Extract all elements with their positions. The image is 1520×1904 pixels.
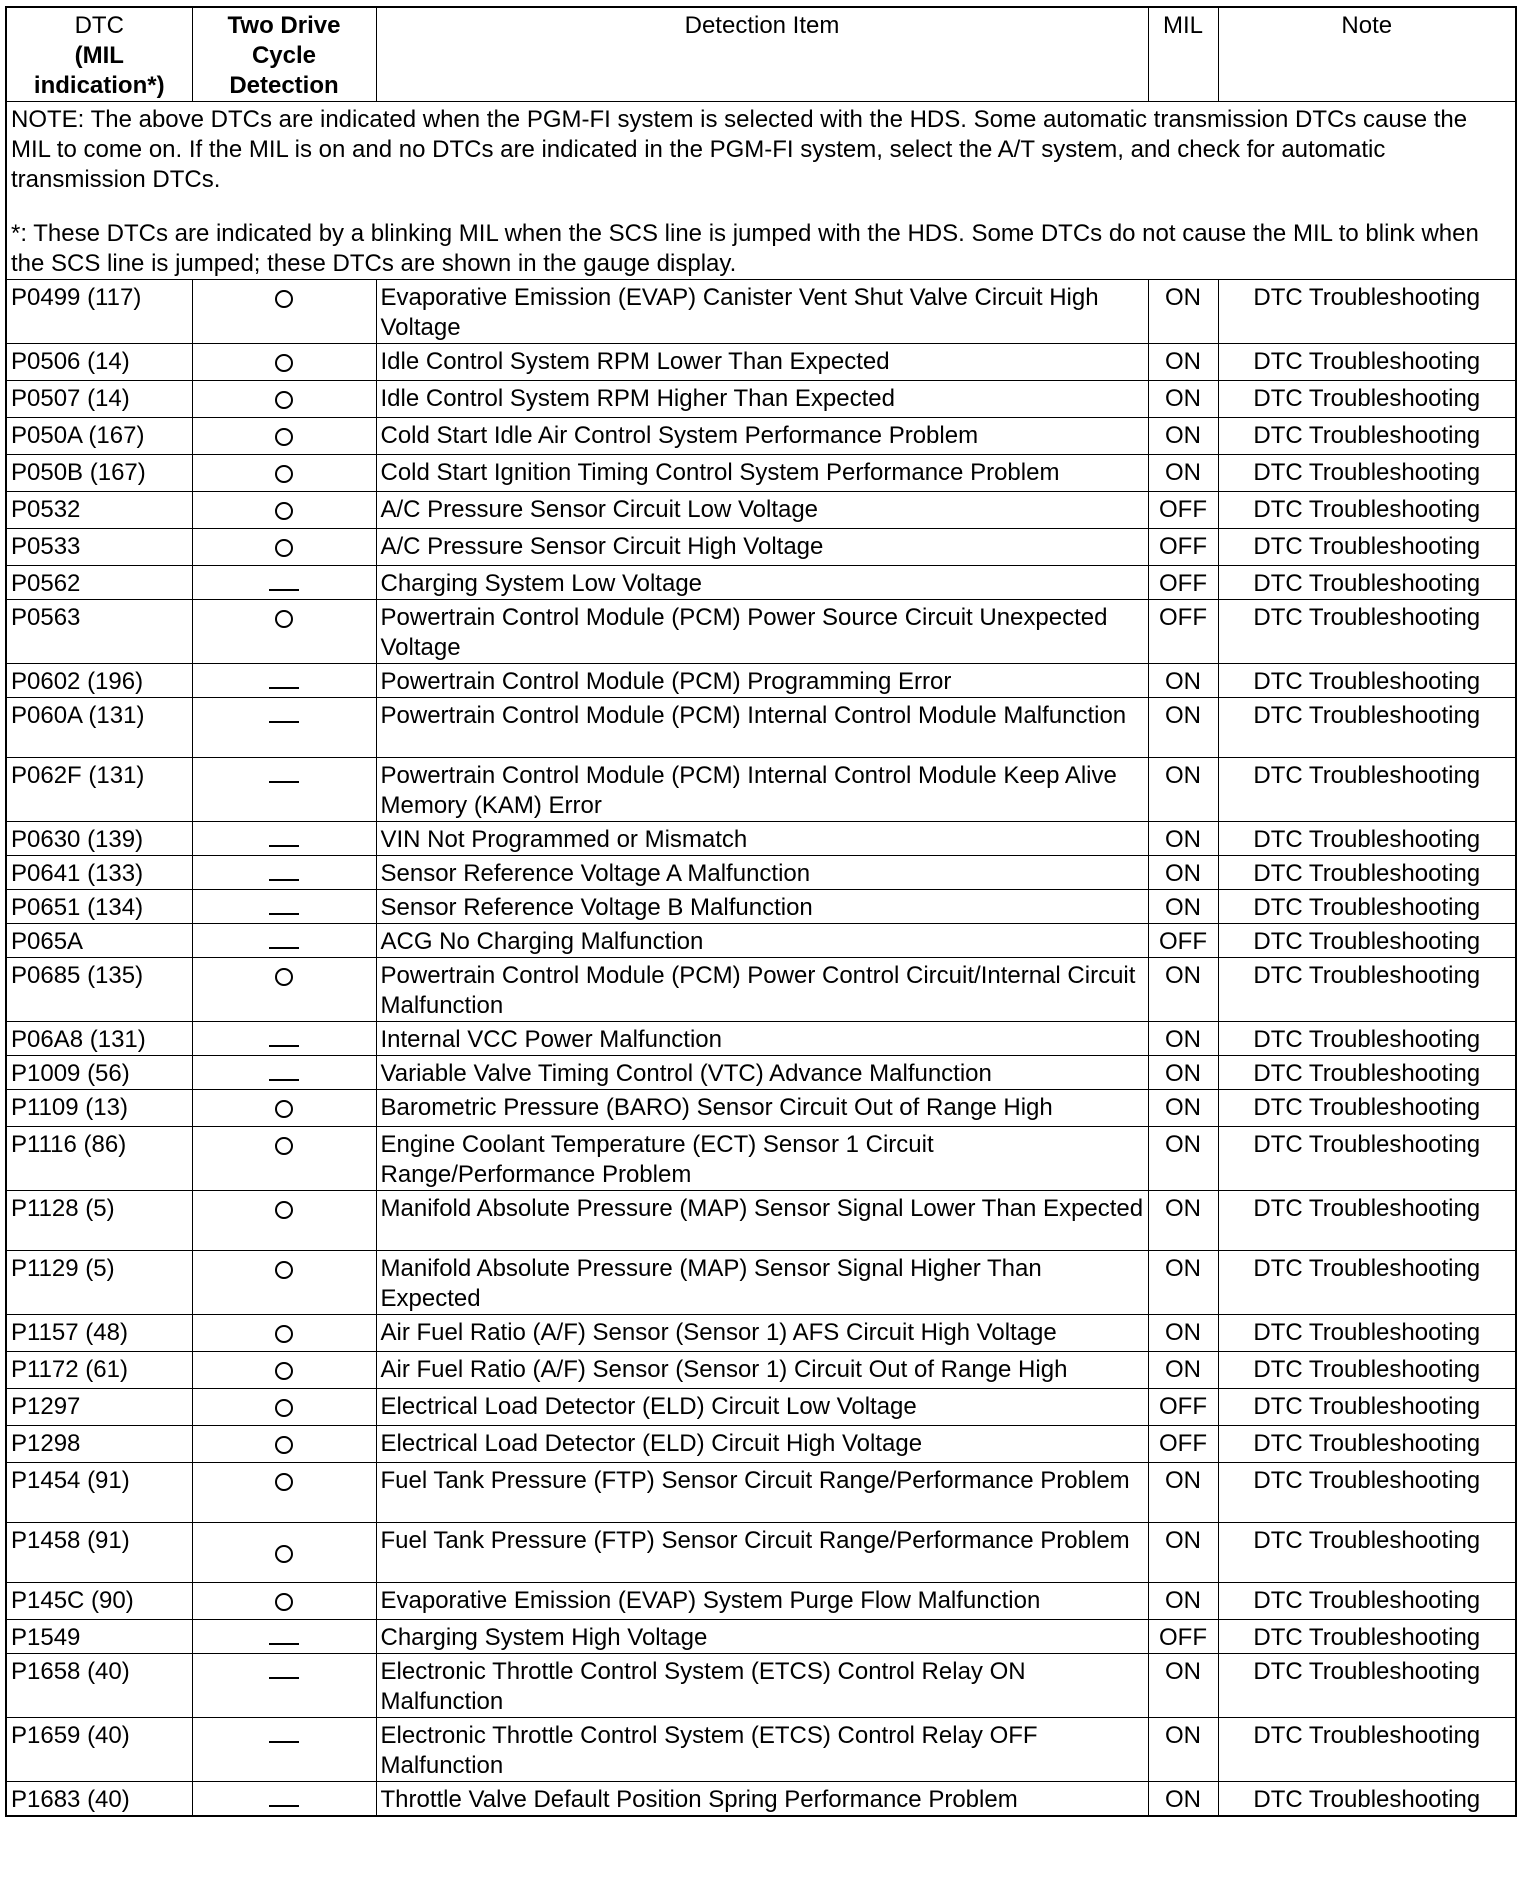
- note-cell: DTC Troubleshooting: [1218, 1426, 1516, 1463]
- table-row: [6, 1782, 1516, 1817]
- note-cell: DTC Troubleshooting: [1218, 1315, 1516, 1352]
- two-drive-cycle-cell: [192, 856, 376, 890]
- mil-status-cell: OFF: [1148, 566, 1218, 600]
- header-dtc-line2: (MIL: [74, 42, 124, 69]
- two-drive-cycle-cell: [192, 381, 376, 418]
- dtc-code-cell: P0563: [6, 600, 192, 664]
- detection-item-cell: Internal VCC Power Malfunction: [376, 1022, 1148, 1056]
- note-cell: DTC Troubleshooting: [1218, 1654, 1516, 1718]
- two-drive-cycle-cell: [192, 1315, 376, 1352]
- detection-item-cell: Idle Control System RPM Higher Than Expected: [376, 381, 1148, 418]
- two-drive-cycle-cell: [192, 958, 376, 1022]
- two-drive-cycle-cell: [192, 566, 376, 600]
- table-row: [6, 1620, 1516, 1654]
- note-cell: DTC Troubleshooting: [1218, 1389, 1516, 1426]
- table-header-row: [6, 7, 1516, 102]
- dtc-code-cell: P060A (131): [6, 698, 192, 758]
- circle-mark-icon: [275, 465, 293, 483]
- two-drive-cycle-cell: [192, 698, 376, 758]
- circle-mark-icon: [275, 1362, 293, 1380]
- header-dtc-line1: DTC: [74, 12, 124, 39]
- note-cell: DTC Troubleshooting: [1218, 664, 1516, 698]
- mil-status-cell: ON: [1148, 822, 1218, 856]
- detection-item-cell: Powertrain Control Module (PCM) Internal Control Module Keep Alive Memory (KAM) Error: [376, 758, 1148, 822]
- circle-mark-icon: [275, 968, 293, 986]
- circle-mark-icon: [275, 502, 293, 520]
- two-drive-cycle-cell: [192, 529, 376, 566]
- mil-status-cell: ON: [1148, 280, 1218, 344]
- note-cell: DTC Troubleshooting: [1218, 1718, 1516, 1782]
- table-row: [6, 890, 1516, 924]
- table-row: [6, 958, 1516, 1022]
- mil-status-cell: OFF: [1148, 1620, 1218, 1654]
- dtc-code-cell: P0651 (134): [6, 890, 192, 924]
- note-paragraph-scs: *: These DTCs are indicated by a blinking MIL when the SCS line is jumped with the HDS. Some DTCs do not cause the MIL to blink when the SCS line is jumped; these DTCs are shown in the gauge display.: [11, 220, 1479, 277]
- note-cell: DTC Troubleshooting: [1218, 280, 1516, 344]
- two-drive-cycle-cell: [192, 1389, 376, 1426]
- header-note: Note: [1218, 7, 1516, 102]
- mil-status-cell: OFF: [1148, 1389, 1218, 1426]
- detection-item-cell: Air Fuel Ratio (A/F) Sensor (Sensor 1) AFS Circuit High Voltage: [376, 1315, 1148, 1352]
- dash-mark-icon: [269, 687, 299, 689]
- mil-status-cell: ON: [1148, 958, 1218, 1022]
- circle-mark-icon: [275, 1100, 293, 1118]
- dtc-code-cell: P0562: [6, 566, 192, 600]
- dtc-code-cell: P0532: [6, 492, 192, 529]
- dtc-code-cell: P1128 (5): [6, 1191, 192, 1251]
- mil-status-cell: OFF: [1148, 492, 1218, 529]
- note-cell: DTC Troubleshooting: [1218, 1523, 1516, 1583]
- table-row: [6, 1022, 1516, 1056]
- dtc-code-cell: P0630 (139): [6, 822, 192, 856]
- circle-mark-icon: [275, 1436, 293, 1454]
- mil-status-cell: ON: [1148, 1523, 1218, 1583]
- note-cell: DTC Troubleshooting: [1218, 381, 1516, 418]
- two-drive-cycle-cell: [192, 1718, 376, 1782]
- two-drive-cycle-cell: [192, 1191, 376, 1251]
- two-drive-cycle-cell: [192, 1426, 376, 1463]
- table-row: [6, 418, 1516, 455]
- two-drive-cycle-cell: [192, 1056, 376, 1090]
- table-row: [6, 1251, 1516, 1315]
- circle-mark-icon: [275, 1261, 293, 1279]
- note-cell: DTC Troubleshooting: [1218, 924, 1516, 958]
- detection-item-cell: Cold Start Idle Air Control System Performance Problem: [376, 418, 1148, 455]
- dtc-table-body: [6, 280, 1516, 1817]
- mil-status-cell: ON: [1148, 698, 1218, 758]
- dash-mark-icon: [269, 947, 299, 949]
- table-row: [6, 758, 1516, 822]
- note-cell: DTC Troubleshooting: [1218, 856, 1516, 890]
- dtc-code-cell: P1109 (13): [6, 1090, 192, 1127]
- mil-status-cell: OFF: [1148, 529, 1218, 566]
- note-cell: DTC Troubleshooting: [1218, 1191, 1516, 1251]
- note-cell: DTC Troubleshooting: [1218, 1127, 1516, 1191]
- detection-item-cell: Charging System Low Voltage: [376, 566, 1148, 600]
- table-row: [6, 1463, 1516, 1523]
- two-drive-cycle-cell: [192, 1583, 376, 1620]
- circle-mark-icon: [275, 1545, 293, 1563]
- header-tdc-line3: Detection: [229, 72, 339, 99]
- two-drive-cycle-cell: [192, 418, 376, 455]
- note-cell: DTC Troubleshooting: [1218, 890, 1516, 924]
- table-row: [6, 600, 1516, 664]
- dash-mark-icon: [269, 879, 299, 881]
- note-cell: DTC Troubleshooting: [1218, 698, 1516, 758]
- table-row: [6, 381, 1516, 418]
- dtc-code-cell: P0506 (14): [6, 344, 192, 381]
- two-drive-cycle-cell: [192, 1620, 376, 1654]
- table-row: [6, 1583, 1516, 1620]
- dtc-code-cell: P050B (167): [6, 455, 192, 492]
- two-drive-cycle-cell: [192, 1782, 376, 1817]
- note-cell: DTC Troubleshooting: [1218, 1090, 1516, 1127]
- table-row: [6, 1191, 1516, 1251]
- dtc-code-cell: P1458 (91): [6, 1523, 192, 1583]
- circle-mark-icon: [275, 428, 293, 446]
- mil-status-cell: ON: [1148, 1583, 1218, 1620]
- dtc-code-cell: P0533: [6, 529, 192, 566]
- table-row: [6, 822, 1516, 856]
- dtc-code-cell: P0507 (14): [6, 381, 192, 418]
- mil-status-cell: ON: [1148, 1056, 1218, 1090]
- dash-mark-icon: [269, 781, 299, 783]
- note-paragraph-hds: NOTE: The above DTCs are indicated when the PGM-FI system is selected with the HDS. Some automatic transmission DTCs cause the MIL to come on. If the MIL is on and no DTCs are indicated in the PGM-FI system, select the A/T system, and check for automatic transmission DTCs.: [11, 106, 1468, 193]
- detection-item-cell: Barometric Pressure (BARO) Sensor Circuit Out of Range High: [376, 1090, 1148, 1127]
- two-drive-cycle-cell: [192, 600, 376, 664]
- table-row: [6, 492, 1516, 529]
- detection-item-cell: Sensor Reference Voltage B Malfunction: [376, 890, 1148, 924]
- dash-mark-icon: [269, 845, 299, 847]
- dtc-code-cell: P1157 (48): [6, 1315, 192, 1352]
- note-cell: DTC Troubleshooting: [1218, 455, 1516, 492]
- note-cell: DTC Troubleshooting: [1218, 1056, 1516, 1090]
- mil-status-cell: ON: [1148, 1251, 1218, 1315]
- mil-status-cell: ON: [1148, 418, 1218, 455]
- dtc-code-cell: P050A (167): [6, 418, 192, 455]
- table-row: [6, 1389, 1516, 1426]
- mil-status-cell: ON: [1148, 1654, 1218, 1718]
- detection-item-cell: Cold Start Ignition Timing Control System Performance Problem: [376, 455, 1148, 492]
- detection-item-cell: ACG No Charging Malfunction: [376, 924, 1148, 958]
- table-row: [6, 924, 1516, 958]
- mil-status-cell: ON: [1148, 890, 1218, 924]
- dtc-code-cell: P065A: [6, 924, 192, 958]
- detection-item-cell: Fuel Tank Pressure (FTP) Sensor Circuit Range/Performance Problem: [376, 1523, 1148, 1583]
- note-cell: DTC Troubleshooting: [1218, 1463, 1516, 1523]
- dtc-code-cell: P1129 (5): [6, 1251, 192, 1315]
- dtc-code-cell: P06A8 (131): [6, 1022, 192, 1056]
- dtc-code-cell: P0499 (117): [6, 280, 192, 344]
- table-row: [6, 698, 1516, 758]
- detection-item-cell: Powertrain Control Module (PCM) Power Control Circuit/Internal Circuit Malfunction: [376, 958, 1148, 1022]
- dtc-code-cell: P1549: [6, 1620, 192, 1654]
- two-drive-cycle-cell: [192, 492, 376, 529]
- table-row: [6, 1127, 1516, 1191]
- table-row: [6, 1654, 1516, 1718]
- note-cell: DTC Troubleshooting: [1218, 1620, 1516, 1654]
- dtc-code-cell: P1658 (40): [6, 1654, 192, 1718]
- dash-mark-icon: [269, 1805, 299, 1807]
- two-drive-cycle-cell: [192, 1127, 376, 1191]
- dash-mark-icon: [269, 1741, 299, 1743]
- mil-status-cell: OFF: [1148, 1426, 1218, 1463]
- table-row: [6, 344, 1516, 381]
- note-cell: DTC Troubleshooting: [1218, 758, 1516, 822]
- detection-item-cell: Electrical Load Detector (ELD) Circuit Low Voltage: [376, 1389, 1148, 1426]
- two-drive-cycle-cell: [192, 455, 376, 492]
- mil-status-cell: ON: [1148, 758, 1218, 822]
- detection-item-cell: Sensor Reference Voltage A Malfunction: [376, 856, 1148, 890]
- detection-item-cell: Fuel Tank Pressure (FTP) Sensor Circuit Range/Performance Problem: [376, 1463, 1148, 1523]
- detection-item-cell: Variable Valve Timing Control (VTC) Advance Malfunction: [376, 1056, 1148, 1090]
- mil-status-cell: ON: [1148, 1315, 1218, 1352]
- dtc-code-cell: P062F (131): [6, 758, 192, 822]
- detection-item-cell: Electronic Throttle Control System (ETCS) Control Relay ON Malfunction: [376, 1654, 1148, 1718]
- mil-status-cell: ON: [1148, 1022, 1218, 1056]
- dash-mark-icon: [269, 589, 299, 591]
- two-drive-cycle-cell: [192, 280, 376, 344]
- table-row: [6, 1523, 1516, 1583]
- dash-mark-icon: [269, 1079, 299, 1081]
- mil-status-cell: ON: [1148, 344, 1218, 381]
- two-drive-cycle-cell: [192, 1523, 376, 1583]
- circle-mark-icon: [275, 1593, 293, 1611]
- table-row: [6, 1090, 1516, 1127]
- two-drive-cycle-cell: [192, 890, 376, 924]
- mil-status-cell: ON: [1148, 381, 1218, 418]
- table-row: [6, 1352, 1516, 1389]
- dtc-code-cell: P0641 (133): [6, 856, 192, 890]
- header-dtc-line3: indication*): [33, 72, 165, 99]
- mil-status-cell: ON: [1148, 1463, 1218, 1523]
- note-cell: DTC Troubleshooting: [1218, 600, 1516, 664]
- table-row: [6, 1426, 1516, 1463]
- two-drive-cycle-cell: [192, 1463, 376, 1523]
- dtc-code-cell: P1172 (61): [6, 1352, 192, 1389]
- circle-mark-icon: [275, 391, 293, 409]
- mil-status-cell: ON: [1148, 664, 1218, 698]
- note-cell: DTC Troubleshooting: [1218, 1782, 1516, 1817]
- note-cell: DTC Troubleshooting: [1218, 344, 1516, 381]
- detection-item-cell: Powertrain Control Module (PCM) Programming Error: [376, 664, 1148, 698]
- mil-status-cell: ON: [1148, 1090, 1218, 1127]
- table-row: [6, 1056, 1516, 1090]
- detection-item-cell: A/C Pressure Sensor Circuit Low Voltage: [376, 492, 1148, 529]
- mil-status-cell: ON: [1148, 856, 1218, 890]
- detection-item-cell: Electronic Throttle Control System (ETCS) Control Relay OFF Malfunction: [376, 1718, 1148, 1782]
- circle-mark-icon: [275, 539, 293, 557]
- table-row: [6, 455, 1516, 492]
- mil-status-cell: ON: [1148, 455, 1218, 492]
- detection-item-cell: Idle Control System RPM Lower Than Expected: [376, 344, 1148, 381]
- two-drive-cycle-cell: [192, 1352, 376, 1389]
- table-row: [6, 664, 1516, 698]
- detection-item-cell: A/C Pressure Sensor Circuit High Voltage: [376, 529, 1148, 566]
- dtc-code-cell: P1683 (40): [6, 1782, 192, 1817]
- mil-status-cell: ON: [1148, 1782, 1218, 1817]
- two-drive-cycle-cell: [192, 822, 376, 856]
- two-drive-cycle-cell: [192, 924, 376, 958]
- detection-item-cell: Powertrain Control Module (PCM) Internal Control Module Malfunction: [376, 698, 1148, 758]
- dtc-code-cell: P0602 (196): [6, 664, 192, 698]
- mil-status-cell: ON: [1148, 1718, 1218, 1782]
- dash-mark-icon: [269, 913, 299, 915]
- header-dtc: [6, 7, 192, 102]
- header-mil: MIL: [1148, 7, 1218, 102]
- circle-mark-icon: [275, 1201, 293, 1219]
- note-cell: DTC Troubleshooting: [1218, 1352, 1516, 1389]
- header-tdc-line2: Cycle: [251, 42, 317, 69]
- circle-mark-icon: [275, 610, 293, 628]
- table-row: [6, 566, 1516, 600]
- note-cell: DTC Troubleshooting: [1218, 958, 1516, 1022]
- two-drive-cycle-cell: [192, 758, 376, 822]
- detection-item-cell: Engine Coolant Temperature (ECT) Sensor 1 Circuit Range/Performance Problem: [376, 1127, 1148, 1191]
- dash-mark-icon: [269, 1643, 299, 1645]
- dtc-code-cell: P1298: [6, 1426, 192, 1463]
- table-row: [6, 1315, 1516, 1352]
- header-two-drive-cycle: [192, 7, 376, 102]
- mil-status-cell: ON: [1148, 1127, 1218, 1191]
- table-row: [6, 280, 1516, 344]
- circle-mark-icon: [275, 1399, 293, 1417]
- dtc-code-cell: P1454 (91): [6, 1463, 192, 1523]
- circle-mark-icon: [275, 1473, 293, 1491]
- dash-mark-icon: [269, 1045, 299, 1047]
- circle-mark-icon: [275, 1137, 293, 1155]
- notes-row: [6, 102, 1516, 280]
- note-cell: DTC Troubleshooting: [1218, 822, 1516, 856]
- dtc-code-cell: P1659 (40): [6, 1718, 192, 1782]
- note-cell: DTC Troubleshooting: [1218, 418, 1516, 455]
- dtc-code-cell: P0685 (135): [6, 958, 192, 1022]
- table-row: [6, 529, 1516, 566]
- detection-item-cell: VIN Not Programmed or Mismatch: [376, 822, 1148, 856]
- note-cell: DTC Troubleshooting: [1218, 492, 1516, 529]
- mil-status-cell: OFF: [1148, 600, 1218, 664]
- detection-item-cell: Powertrain Control Module (PCM) Power Source Circuit Unexpected Voltage: [376, 600, 1148, 664]
- note-cell: DTC Troubleshooting: [1218, 529, 1516, 566]
- mil-status-cell: ON: [1148, 1352, 1218, 1389]
- detection-item-cell: Manifold Absolute Pressure (MAP) Sensor Signal Lower Than Expected: [376, 1191, 1148, 1251]
- circle-mark-icon: [275, 1325, 293, 1343]
- mil-status-cell: ON: [1148, 1191, 1218, 1251]
- dtc-table: [5, 6, 1517, 1817]
- dtc-code-cell: P1116 (86): [6, 1127, 192, 1191]
- detection-item-cell: Throttle Valve Default Position Spring Performance Problem: [376, 1782, 1148, 1817]
- mil-status-cell: OFF: [1148, 924, 1218, 958]
- detection-item-cell: Electrical Load Detector (ELD) Circuit High Voltage: [376, 1426, 1148, 1463]
- circle-mark-icon: [275, 290, 293, 308]
- table-row: [6, 856, 1516, 890]
- note-cell: DTC Troubleshooting: [1218, 566, 1516, 600]
- two-drive-cycle-cell: [192, 1251, 376, 1315]
- detection-item-cell: Charging System High Voltage: [376, 1620, 1148, 1654]
- note-cell: DTC Troubleshooting: [1218, 1583, 1516, 1620]
- dtc-code-cell: P1009 (56): [6, 1056, 192, 1090]
- two-drive-cycle-cell: [192, 1090, 376, 1127]
- dash-mark-icon: [269, 1677, 299, 1679]
- detection-item-cell: Evaporative Emission (EVAP) Canister Vent Shut Valve Circuit High Voltage: [376, 280, 1148, 344]
- table-row: [6, 1718, 1516, 1782]
- note-cell: DTC Troubleshooting: [1218, 1251, 1516, 1315]
- dtc-code-cell: P145C (90): [6, 1583, 192, 1620]
- two-drive-cycle-cell: [192, 1022, 376, 1056]
- notes-cell: [6, 102, 1516, 280]
- header-tdc-line1: Two Drive: [227, 12, 341, 39]
- detection-item-cell: Air Fuel Ratio (A/F) Sensor (Sensor 1) Circuit Out of Range High: [376, 1352, 1148, 1389]
- detection-item-cell: Manifold Absolute Pressure (MAP) Sensor Signal Higher Than Expected: [376, 1251, 1148, 1315]
- detection-item-cell: Evaporative Emission (EVAP) System Purge Flow Malfunction: [376, 1583, 1148, 1620]
- dtc-code-cell: P1297: [6, 1389, 192, 1426]
- note-cell: DTC Troubleshooting: [1218, 1022, 1516, 1056]
- dash-mark-icon: [269, 721, 299, 723]
- circle-mark-icon: [275, 354, 293, 372]
- two-drive-cycle-cell: [192, 344, 376, 381]
- two-drive-cycle-cell: [192, 1654, 376, 1718]
- two-drive-cycle-cell: [192, 664, 376, 698]
- header-detection-item: Detection Item: [376, 7, 1148, 102]
